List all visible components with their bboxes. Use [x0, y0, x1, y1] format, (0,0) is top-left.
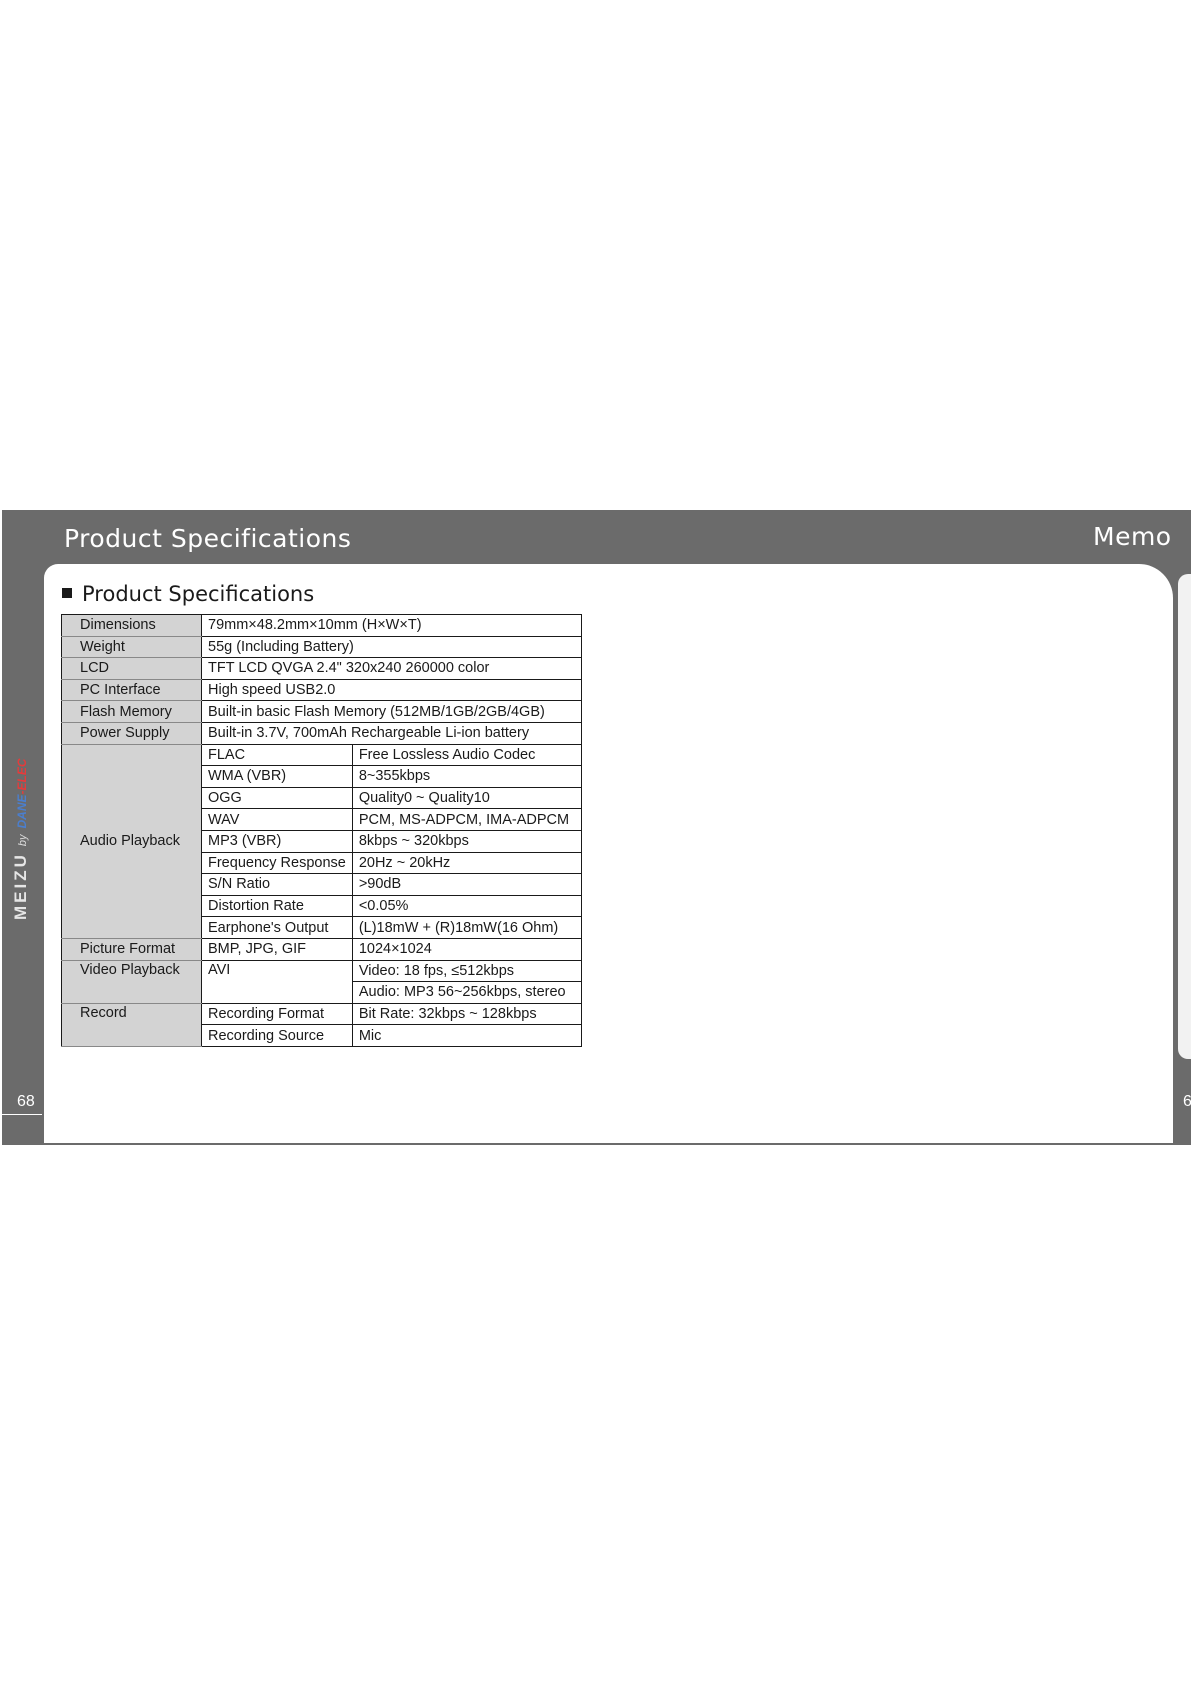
- spec-subname: BMP, JPG, GIF: [202, 938, 353, 960]
- table-row: [62, 722, 582, 744]
- spec-label: LCD: [62, 658, 202, 680]
- spec-value: PCM, MS-ADPCM, IMA-ADPCM: [352, 809, 581, 831]
- next-page-edge: [1178, 574, 1191, 1059]
- table-row: [62, 960, 582, 982]
- table-row: [62, 938, 582, 960]
- spec-subname: Recording Format: [202, 1003, 353, 1025]
- table-row: [62, 744, 582, 766]
- table-row: [62, 679, 582, 701]
- spec-subname: WAV: [202, 809, 353, 831]
- table-row: [62, 636, 582, 658]
- table-row: [62, 1003, 582, 1025]
- page-header-title: Product Specifications: [64, 524, 352, 553]
- spec-subname: Earphone's Output: [202, 917, 353, 939]
- spec-value: <0.05%: [352, 895, 581, 917]
- spec-value: TFT LCD QVGA 2.4" 320x240 260000 color: [202, 658, 582, 680]
- spec-value: Free Lossless Audio Codec: [352, 744, 581, 766]
- spec-value: 20Hz ~ 20kHz: [352, 852, 581, 874]
- spec-value: (L)18mW + (R)18mW(16 Ohm): [352, 917, 581, 939]
- spec-label: Audio Playback: [62, 744, 202, 938]
- spec-label: Picture Format: [62, 938, 202, 960]
- spec-subname: OGG: [202, 787, 353, 809]
- spec-value: 8kbps ~ 320kbps: [352, 830, 581, 852]
- spec-value: Quality0 ~ Quality10: [352, 787, 581, 809]
- page-number-right: 6: [1183, 1093, 1192, 1110]
- page-header-memo: Memo: [1093, 522, 1172, 551]
- page-number-left: 68: [17, 1093, 35, 1110]
- spec-label: PC Interface: [62, 679, 202, 701]
- square-bullet-icon: [62, 588, 72, 598]
- spec-label: Power Supply: [62, 722, 202, 744]
- brand-logo: [11, 758, 31, 920]
- brand-meizu: MEIZU: [11, 852, 30, 920]
- spec-label: Record: [62, 1003, 202, 1046]
- spec-label: Flash Memory: [62, 701, 202, 723]
- table-row: [62, 658, 582, 680]
- spec-value: 55g (Including Battery): [202, 636, 582, 658]
- brand-dane: DANE: [15, 794, 29, 829]
- spec-value: Bit Rate: 32kbps ~ 128kbps: [352, 1003, 581, 1025]
- spec-label: Video Playback: [62, 960, 202, 1003]
- spec-subname: MP3 (VBR): [202, 830, 353, 852]
- spec-value: Video: 18 fps, ≤512kbps: [352, 960, 581, 982]
- spec-value: 1024×1024: [352, 938, 581, 960]
- spec-value: 79mm×48.2mm×10mm (H×W×T): [202, 615, 582, 637]
- spec-subname: Distortion Rate: [202, 895, 353, 917]
- page-number-rule: [2, 1114, 42, 1115]
- spec-subname: FLAC: [202, 744, 353, 766]
- spec-subname: Frequency Response: [202, 852, 353, 874]
- spec-subname: AVI: [202, 960, 353, 1003]
- spec-subname: Recording Source: [202, 1025, 353, 1047]
- brand-by: by: [17, 834, 29, 847]
- spec-label: Weight: [62, 636, 202, 658]
- spec-label: Dimensions: [62, 615, 202, 637]
- section-heading-text: Product Specifications: [82, 582, 315, 606]
- brand-elec: -ELEC: [15, 758, 29, 795]
- spec-value: Built-in basic Flash Memory (512MB/1GB/2GB/4GB): [202, 701, 582, 723]
- spec-value: 8~355kbps: [352, 766, 581, 788]
- spec-value: Mic: [352, 1025, 581, 1047]
- spec-value: High speed USB2.0: [202, 679, 582, 701]
- spec-table: [61, 614, 582, 1047]
- spec-value: >90dB: [352, 874, 581, 896]
- spec-value: Audio: MP3 56~256kbps, stereo: [352, 982, 581, 1004]
- table-row: [62, 701, 582, 723]
- spec-value: Built-in 3.7V, 700mAh Rechargeable Li-ion battery: [202, 722, 582, 744]
- section-heading: [62, 582, 314, 606]
- table-row: [62, 615, 582, 637]
- spec-subname: WMA (VBR): [202, 766, 353, 788]
- spec-subname: S/N Ratio: [202, 874, 353, 896]
